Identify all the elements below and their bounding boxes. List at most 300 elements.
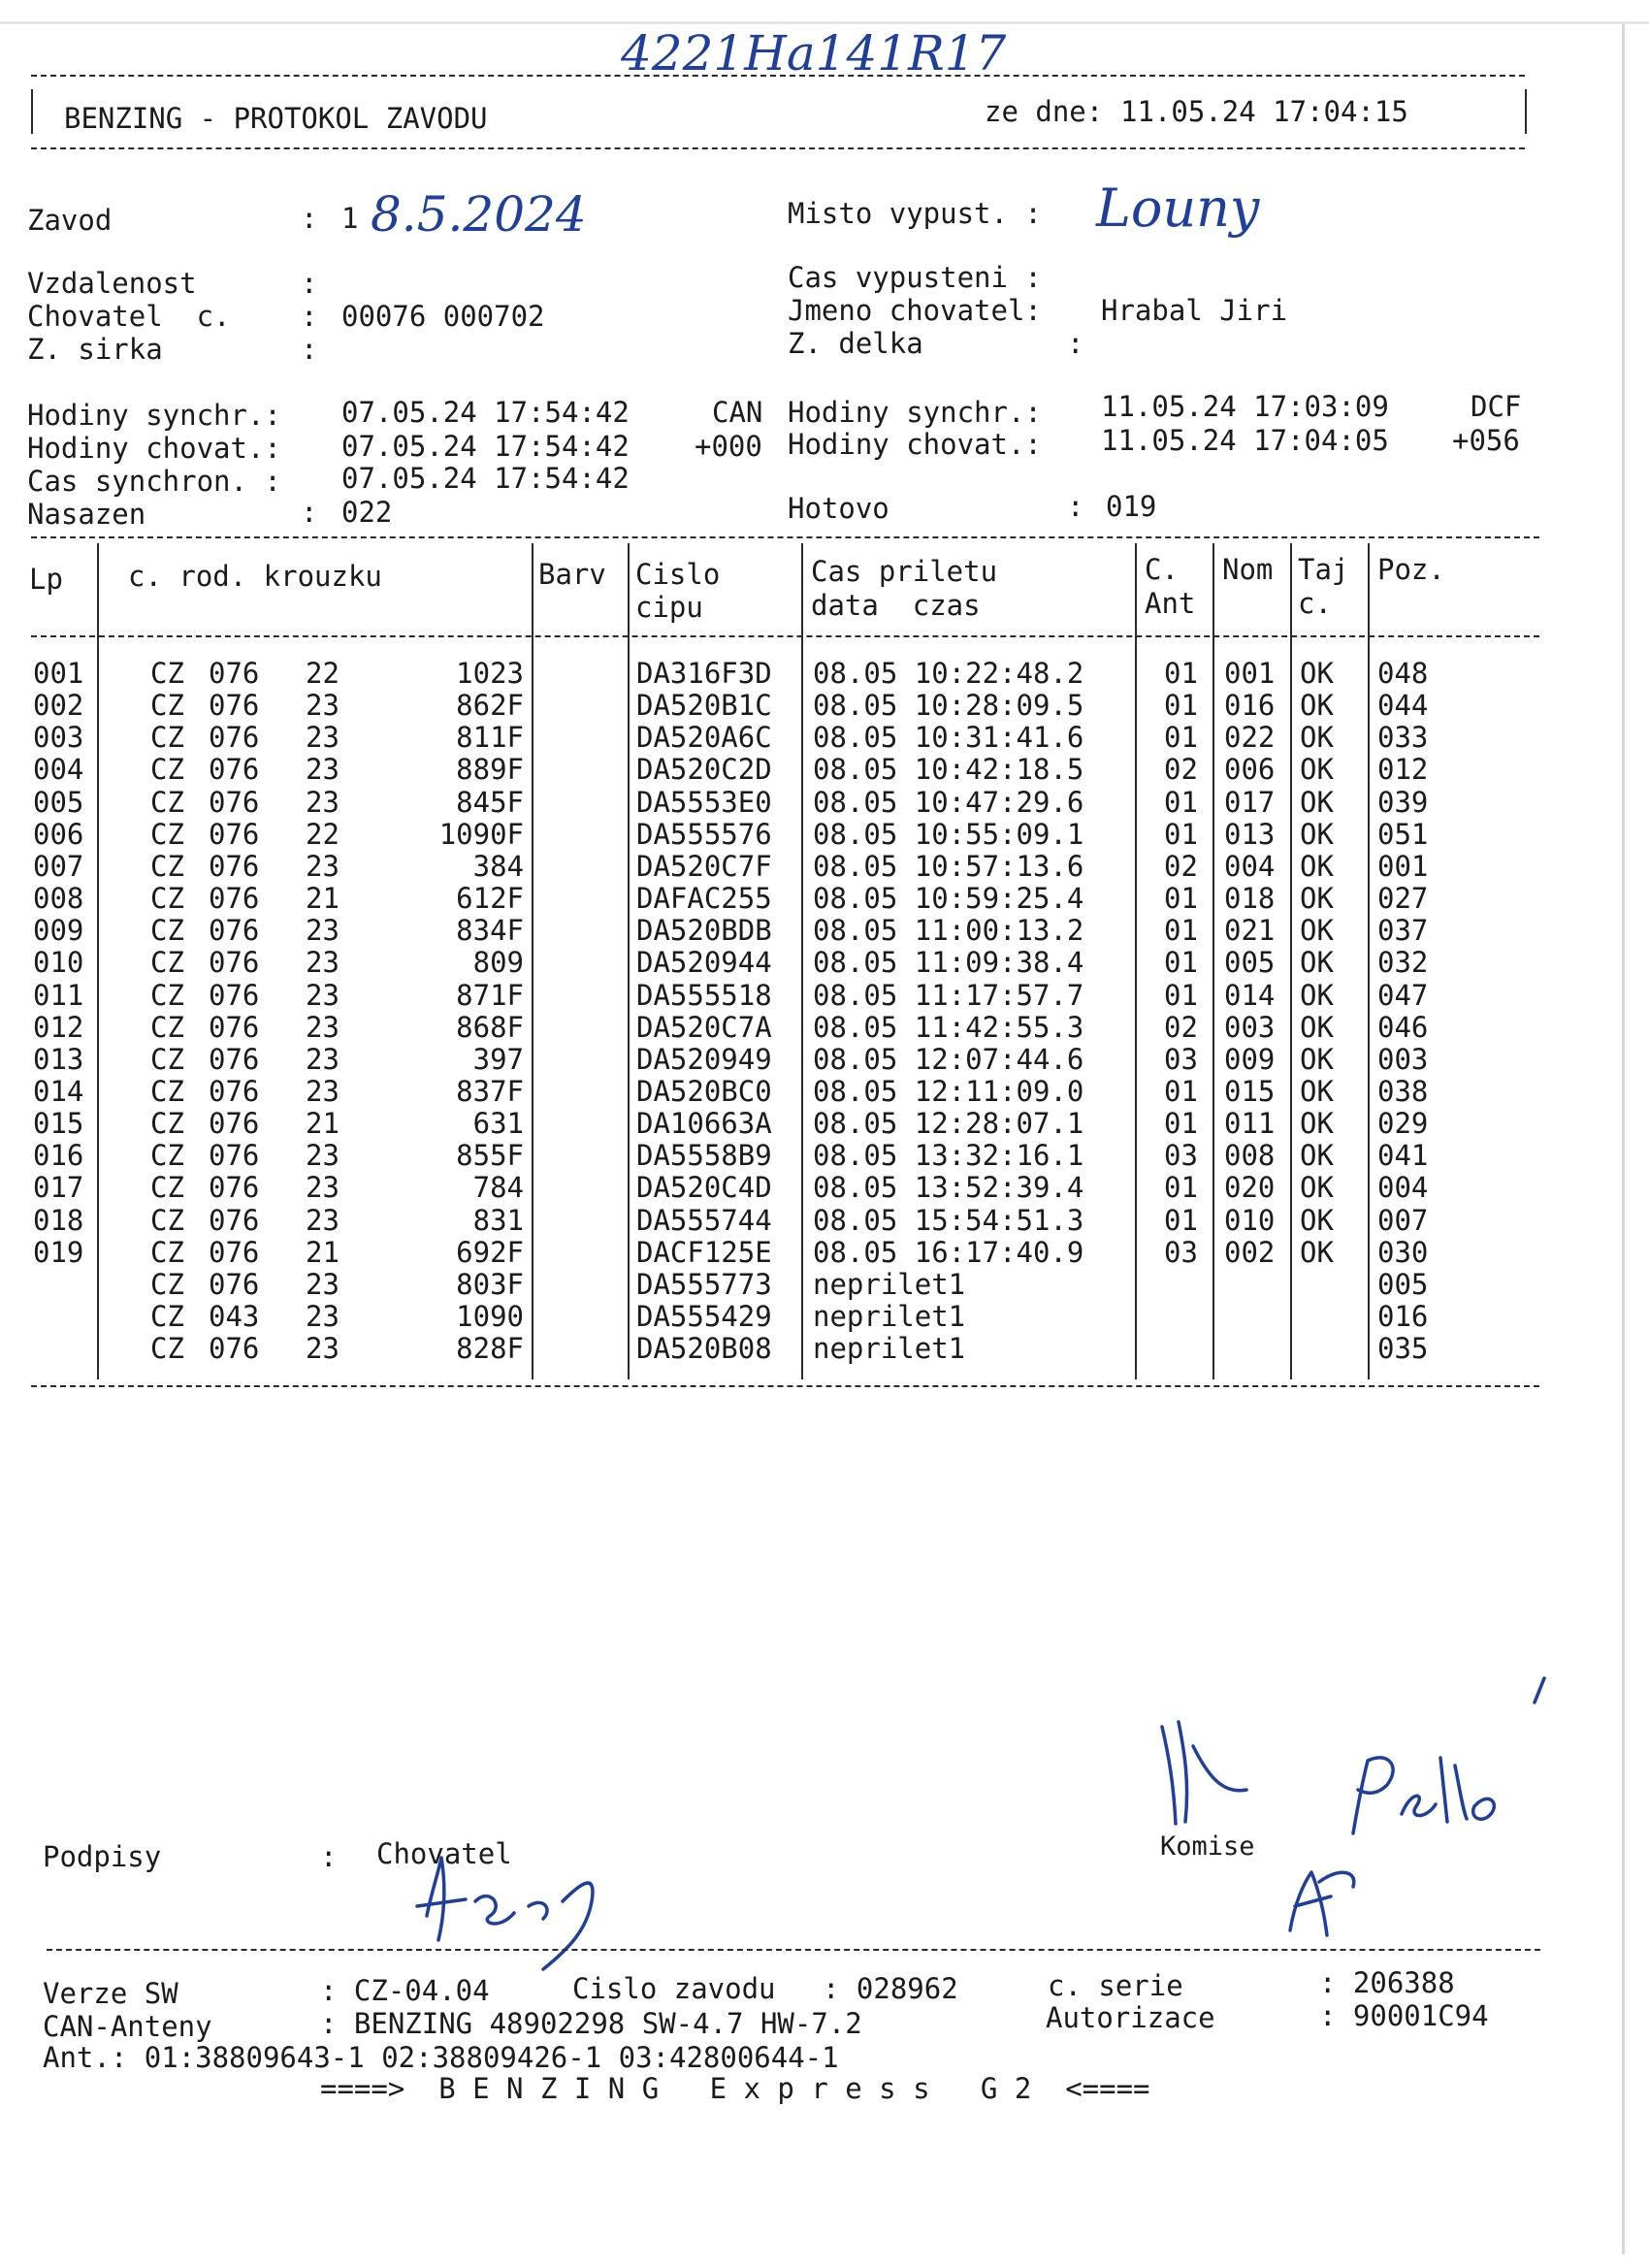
cell-nom: 006 bbox=[1224, 753, 1276, 787]
cell-time: 08.05 11:42:55.3 bbox=[813, 1010, 1084, 1044]
vzdalenost-label: Vzdalenost bbox=[27, 267, 197, 300]
cell-time: neprilet1 bbox=[813, 1267, 966, 1301]
cell-ant: 03 bbox=[1164, 1235, 1198, 1269]
cell-org: 076 bbox=[209, 849, 260, 883]
cell-poz: 037 bbox=[1377, 914, 1429, 948]
th-ant-c: C. bbox=[1145, 553, 1179, 586]
cell-nom: 004 bbox=[1224, 849, 1276, 883]
cell-cz: CZ bbox=[150, 721, 184, 755]
cell-org: 076 bbox=[209, 1107, 260, 1141]
cell-org: 076 bbox=[209, 1074, 260, 1108]
cell-time: 08.05 10:55:09.1 bbox=[813, 817, 1084, 851]
cell-chip: DA555773 bbox=[636, 1267, 772, 1301]
cell-ring: 828F bbox=[456, 1332, 524, 1366]
cell-yr: 23 bbox=[306, 1139, 340, 1173]
cell-time: 08.05 10:57:13.6 bbox=[813, 849, 1084, 883]
cell-chip: DA316F3D bbox=[636, 657, 772, 690]
table-top-rule bbox=[31, 536, 1539, 538]
can-anteny-label: CAN-Anteny bbox=[43, 2010, 212, 2043]
cell-org: 076 bbox=[209, 1332, 260, 1366]
col-divider-lp bbox=[97, 543, 99, 1379]
col-divider-ring bbox=[532, 543, 534, 1379]
cell-poz: 003 bbox=[1377, 1042, 1429, 1076]
cell-yr: 23 bbox=[306, 753, 340, 787]
cell-yr: 22 bbox=[306, 817, 340, 851]
col-divider-nom bbox=[1290, 543, 1292, 1379]
cell-nom: 011 bbox=[1224, 1107, 1276, 1141]
cell-org: 076 bbox=[209, 1042, 260, 1076]
cell-chip: DAFAC255 bbox=[636, 882, 772, 916]
cell-lp: 012 bbox=[33, 1010, 84, 1044]
cell-yr: 23 bbox=[306, 1010, 340, 1044]
cell-lp: 001 bbox=[33, 657, 84, 690]
cell-ring: 631 bbox=[472, 1107, 524, 1141]
paper-edge-right bbox=[1622, 23, 1625, 2254]
th-cas: Cas priletu bbox=[811, 555, 998, 588]
cell-yr: 23 bbox=[306, 1332, 340, 1366]
cell-poz: 035 bbox=[1377, 1332, 1429, 1366]
cell-ring: 862F bbox=[456, 689, 524, 723]
cell-taj: OK bbox=[1300, 657, 1334, 690]
cell-yr: 23 bbox=[306, 785, 340, 819]
cell-time: 08.05 13:52:39.4 bbox=[813, 1171, 1084, 1205]
cell-taj: OK bbox=[1300, 1107, 1334, 1141]
cell-taj: OK bbox=[1300, 1203, 1334, 1237]
cell-yr: 23 bbox=[306, 721, 340, 755]
cell-chip: DA555744 bbox=[636, 1203, 772, 1237]
cell-cz: CZ bbox=[150, 785, 184, 819]
cell-poz: 047 bbox=[1377, 978, 1429, 1012]
cell-poz: 033 bbox=[1377, 721, 1429, 755]
cell-chip: DA555576 bbox=[636, 817, 772, 851]
cell-poz: 038 bbox=[1377, 1074, 1429, 1108]
cell-org: 076 bbox=[209, 785, 260, 819]
misto-label: Misto vypust. : bbox=[788, 197, 1042, 230]
cell-ant: 01 bbox=[1164, 689, 1198, 723]
cell-ring: 384 bbox=[472, 849, 524, 883]
cell-poz: 027 bbox=[1377, 882, 1429, 916]
cell-chip: DA555518 bbox=[636, 978, 772, 1012]
offset-left: +000 bbox=[695, 430, 762, 463]
z-delka-label: Z. delka bbox=[788, 327, 923, 360]
nasazen-label: Nasazen bbox=[27, 498, 146, 531]
cell-cz: CZ bbox=[150, 1074, 184, 1108]
z-sirka-label: Z. sirka bbox=[27, 333, 163, 366]
cell-time: 08.05 10:31:41.6 bbox=[813, 721, 1084, 755]
cell-lp: 019 bbox=[33, 1235, 84, 1269]
cell-cz: CZ bbox=[150, 689, 184, 723]
vzdalenost-colon: : bbox=[301, 267, 318, 300]
cell-time: 08.05 15:54:51.3 bbox=[813, 1203, 1084, 1237]
cell-nom: 003 bbox=[1224, 1010, 1276, 1044]
cell-taj: OK bbox=[1300, 1171, 1334, 1205]
cell-chip: DACF125E bbox=[636, 1235, 772, 1269]
cell-taj: OK bbox=[1300, 753, 1334, 787]
hod-synchr-label-right: Hodiny synchr.: bbox=[788, 396, 1042, 429]
cell-chip: DA5553E0 bbox=[636, 785, 772, 819]
cell-cz: CZ bbox=[150, 978, 184, 1012]
hod-synchr-value: 07.05.24 17:54:42 bbox=[341, 396, 630, 429]
hotovo-colon: : bbox=[1067, 490, 1084, 523]
nasazen-value: 022 bbox=[341, 496, 393, 529]
z-sirka-colon: : bbox=[301, 333, 318, 366]
podpisy-colon: : bbox=[320, 1840, 338, 1873]
cell-poz: 030 bbox=[1377, 1235, 1429, 1269]
cell-nom: 014 bbox=[1224, 978, 1276, 1012]
cell-poz: 001 bbox=[1377, 849, 1429, 883]
cas-synchron-value: 07.05.24 17:54:42 bbox=[341, 462, 630, 495]
cell-poz: 032 bbox=[1377, 946, 1429, 980]
cell-ant: 03 bbox=[1164, 1042, 1198, 1076]
cell-taj: OK bbox=[1300, 914, 1334, 948]
cell-yr: 21 bbox=[306, 882, 340, 916]
cell-cz: CZ bbox=[150, 1107, 184, 1141]
cell-nom: 015 bbox=[1224, 1074, 1276, 1108]
cell-cz: CZ bbox=[150, 849, 184, 883]
cell-yr: 21 bbox=[306, 1107, 340, 1141]
z-delka-colon: : bbox=[1067, 327, 1084, 360]
cell-nom: 005 bbox=[1224, 946, 1276, 980]
cell-yr: 23 bbox=[306, 978, 340, 1012]
antenna-serials: Ant.: 01:38809643-1 02:38809426-1 03:42800644-1 bbox=[43, 2041, 839, 2074]
cell-ring: 803F bbox=[456, 1267, 524, 1301]
cell-chip: DA520C7A bbox=[636, 1010, 772, 1044]
cell-org: 076 bbox=[209, 946, 260, 980]
cell-org: 076 bbox=[209, 978, 260, 1012]
cell-org: 076 bbox=[209, 721, 260, 755]
cell-yr: 23 bbox=[306, 1203, 340, 1237]
cell-lp: 002 bbox=[33, 689, 84, 723]
table-bottom-rule bbox=[31, 1385, 1539, 1387]
cell-lp: 016 bbox=[33, 1139, 84, 1173]
cell-nom: 001 bbox=[1224, 657, 1276, 690]
cell-ant: 01 bbox=[1164, 1171, 1198, 1205]
hod-chovat-value: 07.05.24 17:54:42 bbox=[341, 430, 630, 463]
cell-time: 08.05 10:59:25.4 bbox=[813, 882, 1084, 916]
cell-taj: OK bbox=[1300, 689, 1334, 723]
cell-taj: OK bbox=[1300, 882, 1334, 916]
can-anteny-value: : BENZING 48902298 SW-4.7 HW-7.2 bbox=[320, 2007, 862, 2040]
cell-time: 08.05 12:07:44.6 bbox=[813, 1042, 1084, 1076]
can-label: CAN bbox=[712, 396, 763, 429]
cell-ring: 692F bbox=[456, 1235, 524, 1269]
cislo-zavodu-value: : 028962 bbox=[823, 1972, 958, 2005]
cell-lp: 009 bbox=[33, 914, 84, 948]
zavod-colon: : bbox=[301, 202, 318, 235]
cell-ring: 811F bbox=[456, 721, 524, 755]
cell-yr: 23 bbox=[306, 1074, 340, 1108]
cell-ant: 01 bbox=[1164, 817, 1198, 851]
cell-poz: 004 bbox=[1377, 1171, 1429, 1205]
cell-ring: 845F bbox=[456, 785, 524, 819]
cell-poz: 029 bbox=[1377, 1107, 1429, 1141]
cell-ring: 612F bbox=[456, 882, 524, 916]
cell-yr: 23 bbox=[306, 1042, 340, 1076]
cell-ant: 03 bbox=[1164, 1139, 1198, 1173]
cell-ring: 1090 bbox=[456, 1300, 524, 1333]
th-lp: Lp bbox=[29, 563, 63, 596]
cell-chip: DA520944 bbox=[636, 946, 772, 980]
jmeno-value: Hrabal Jiri bbox=[1101, 294, 1288, 327]
cell-cz: CZ bbox=[150, 1267, 184, 1301]
cell-org: 076 bbox=[209, 753, 260, 787]
cell-ant: 01 bbox=[1164, 882, 1198, 916]
jmeno-label: Jmeno chovatel: bbox=[788, 294, 1042, 327]
cell-nom: 020 bbox=[1224, 1171, 1276, 1205]
handwritten-date: 8.5.2024 bbox=[371, 186, 587, 243]
cell-ant: 01 bbox=[1164, 785, 1198, 819]
cell-ring: 809 bbox=[472, 946, 524, 980]
cell-nom: 018 bbox=[1224, 882, 1276, 916]
cell-time: 08.05 11:00:13.2 bbox=[813, 914, 1084, 948]
cell-org: 076 bbox=[209, 914, 260, 948]
cell-yr: 22 bbox=[306, 657, 340, 690]
cell-yr: 21 bbox=[306, 1235, 340, 1269]
hod-synchr-label: Hodiny synchr.: bbox=[27, 399, 281, 432]
cell-poz: 046 bbox=[1377, 1010, 1429, 1044]
cell-taj: OK bbox=[1300, 978, 1334, 1012]
cell-lp: 011 bbox=[33, 978, 84, 1012]
cell-nom: 016 bbox=[1224, 689, 1276, 723]
verze-value: : CZ-04.04 bbox=[320, 1974, 490, 2007]
cell-lp: 014 bbox=[33, 1074, 84, 1108]
cell-time: 08.05 12:28:07.1 bbox=[813, 1107, 1084, 1141]
cell-ant: 01 bbox=[1164, 978, 1198, 1012]
podpisy-label: Podpisy bbox=[43, 1840, 162, 1873]
cell-chip: DA520C7F bbox=[636, 849, 772, 883]
cell-lp: 017 bbox=[33, 1171, 84, 1205]
header-title: BENZING - PROTOKOL ZAVODU bbox=[64, 102, 488, 135]
cell-org: 076 bbox=[209, 1203, 260, 1237]
cell-lp: 005 bbox=[33, 785, 84, 819]
cell-yr: 23 bbox=[306, 1300, 340, 1333]
cell-ant: 02 bbox=[1164, 753, 1198, 787]
cell-yr: 23 bbox=[306, 1267, 340, 1301]
cell-taj: OK bbox=[1300, 721, 1334, 755]
cell-nom: 021 bbox=[1224, 914, 1276, 948]
cell-nom: 017 bbox=[1224, 785, 1276, 819]
cell-org: 076 bbox=[209, 1235, 260, 1269]
cell-taj: OK bbox=[1300, 1042, 1334, 1076]
cas-vypusteni-label: Cas vypusteni : bbox=[788, 261, 1042, 294]
cell-time: 08.05 11:09:38.4 bbox=[813, 946, 1084, 980]
header-top-rule bbox=[31, 75, 1525, 77]
cell-org: 076 bbox=[209, 817, 260, 851]
header-right-bar bbox=[1525, 89, 1527, 134]
cell-org: 043 bbox=[209, 1300, 260, 1333]
col-divider-taj bbox=[1368, 543, 1370, 1379]
autorizace-label: Autorizace bbox=[1046, 2001, 1215, 2034]
cell-poz: 041 bbox=[1377, 1139, 1429, 1173]
cell-ring: 837F bbox=[456, 1074, 524, 1108]
cell-ant: 02 bbox=[1164, 1010, 1198, 1044]
cell-poz: 039 bbox=[1377, 785, 1429, 819]
cell-ant: 02 bbox=[1164, 849, 1198, 883]
cell-taj: OK bbox=[1300, 1139, 1334, 1173]
cell-chip: DA520C2D bbox=[636, 753, 772, 787]
cell-poz: 051 bbox=[1377, 817, 1429, 851]
cell-lp: 003 bbox=[33, 721, 84, 755]
cell-ring: 397 bbox=[472, 1042, 524, 1076]
cell-chip: DA520BC0 bbox=[636, 1074, 772, 1108]
cell-time: 08.05 10:42:18.5 bbox=[813, 753, 1084, 787]
th-nom: Nom bbox=[1222, 553, 1274, 586]
cell-chip: DA520C4D bbox=[636, 1171, 772, 1205]
hotovo-value: 019 bbox=[1106, 490, 1157, 523]
cell-chip: DA5558B9 bbox=[636, 1139, 772, 1173]
cell-poz: 044 bbox=[1377, 689, 1429, 723]
th-barv: Barv bbox=[538, 558, 606, 591]
cell-poz: 005 bbox=[1377, 1267, 1429, 1301]
cell-lp: 007 bbox=[33, 849, 84, 883]
cell-time: 08.05 13:32:16.1 bbox=[813, 1139, 1084, 1173]
cell-ring: 889F bbox=[456, 753, 524, 787]
cell-chip: DA520B1C bbox=[636, 689, 772, 723]
cell-cz: CZ bbox=[150, 1042, 184, 1076]
cell-ant: 01 bbox=[1164, 1203, 1198, 1237]
cell-cz: CZ bbox=[150, 1300, 184, 1333]
th-cislo: Cislo bbox=[635, 558, 721, 591]
cell-chip: DA555429 bbox=[636, 1300, 772, 1333]
cell-poz: 012 bbox=[1377, 753, 1429, 787]
cell-lp: 006 bbox=[33, 817, 84, 851]
cell-org: 076 bbox=[209, 1171, 260, 1205]
cell-time: 08.05 11:17:57.7 bbox=[813, 978, 1084, 1012]
dcf-label: DCF bbox=[1471, 390, 1522, 423]
cell-taj: OK bbox=[1300, 1235, 1334, 1269]
cell-ring: 831 bbox=[472, 1203, 524, 1237]
cell-lp: 018 bbox=[33, 1203, 84, 1237]
zavod-value: 1 bbox=[341, 202, 359, 235]
serie-label: c. serie bbox=[1048, 1969, 1183, 2002]
cell-cz: CZ bbox=[150, 1139, 184, 1173]
cell-time: 08.05 10:28:09.5 bbox=[813, 689, 1084, 723]
verze-label: Verze SW bbox=[43, 1977, 178, 2010]
cell-ring: 855F bbox=[456, 1139, 524, 1173]
cell-nom: 010 bbox=[1224, 1203, 1276, 1237]
cell-taj: OK bbox=[1300, 946, 1334, 980]
cell-time: neprilet1 bbox=[813, 1300, 966, 1333]
cell-cz: CZ bbox=[150, 817, 184, 851]
cell-ring: 1023 bbox=[456, 657, 524, 690]
chovatel-c-value: 00076 000702 bbox=[341, 300, 545, 333]
cell-nom: 022 bbox=[1224, 721, 1276, 755]
cell-ring: 784 bbox=[472, 1171, 524, 1205]
zavod-label: Zavod bbox=[27, 204, 113, 237]
cell-time: 08.05 10:22:48.2 bbox=[813, 657, 1084, 690]
cell-nom: 008 bbox=[1224, 1139, 1276, 1173]
cell-cz: CZ bbox=[150, 882, 184, 916]
cell-taj: OK bbox=[1300, 817, 1334, 851]
cell-yr: 23 bbox=[306, 1171, 340, 1205]
cell-ring: 871F bbox=[456, 978, 524, 1012]
hod-chovat-label: Hodiny chovat.: bbox=[27, 432, 281, 465]
cell-ant: 01 bbox=[1164, 1107, 1198, 1141]
th-cipu: cipu bbox=[635, 591, 703, 624]
col-divider-barv bbox=[628, 543, 630, 1379]
cell-poz: 007 bbox=[1377, 1203, 1429, 1237]
cell-lp: 004 bbox=[33, 753, 84, 787]
cell-cz: CZ bbox=[150, 946, 184, 980]
cell-taj: OK bbox=[1300, 785, 1334, 819]
cell-chip: DA520BDB bbox=[636, 914, 772, 948]
cell-time: 08.05 10:47:29.6 bbox=[813, 785, 1084, 819]
serie-value: : 206388 bbox=[1319, 1966, 1455, 1999]
cell-chip: DA520949 bbox=[636, 1042, 772, 1076]
cell-ring: 1090F bbox=[438, 817, 524, 851]
cas-synchron-label: Cas synchron. : bbox=[27, 465, 281, 498]
cell-yr: 23 bbox=[306, 849, 340, 883]
chovatel-signature-label: Chovatel bbox=[376, 1837, 512, 1870]
header-bottom-rule bbox=[31, 147, 1525, 149]
cell-yr: 23 bbox=[306, 689, 340, 723]
cell-poz: 048 bbox=[1377, 657, 1429, 690]
cell-cz: CZ bbox=[150, 1203, 184, 1237]
cell-org: 076 bbox=[209, 689, 260, 723]
cell-lp: 010 bbox=[33, 946, 84, 980]
col-divider-ant bbox=[1212, 543, 1214, 1379]
cell-cz: CZ bbox=[150, 753, 184, 787]
cell-ant: 01 bbox=[1164, 1074, 1198, 1108]
cell-ring: 868F bbox=[456, 1010, 524, 1044]
cell-ring: 834F bbox=[456, 914, 524, 948]
cell-chip: DA520B08 bbox=[636, 1332, 772, 1366]
cell-org: 076 bbox=[209, 882, 260, 916]
cell-time: 08.05 16:17:40.9 bbox=[813, 1235, 1084, 1269]
cell-nom: 002 bbox=[1224, 1235, 1276, 1269]
cell-lp: 013 bbox=[33, 1042, 84, 1076]
cell-nom: 013 bbox=[1224, 817, 1276, 851]
cell-chip: DA10663A bbox=[636, 1107, 772, 1141]
cell-org: 076 bbox=[209, 1139, 260, 1173]
cell-ant: 01 bbox=[1164, 657, 1198, 690]
th-poz: Poz. bbox=[1377, 553, 1445, 586]
cell-ant: 01 bbox=[1164, 721, 1198, 755]
cell-taj: OK bbox=[1300, 1074, 1334, 1108]
cell-lp: 015 bbox=[33, 1107, 84, 1141]
header-date-label: ze dne: bbox=[985, 95, 1104, 128]
cell-org: 076 bbox=[209, 1010, 260, 1044]
chovatel-c-label: Chovatel c. bbox=[27, 300, 231, 333]
cell-taj: OK bbox=[1300, 849, 1334, 883]
th-data-czas: data czas bbox=[811, 589, 981, 622]
autorizace-value: : 90001C94 bbox=[1319, 1999, 1489, 2032]
handwritten-top-code: 4221Ha141R17 bbox=[621, 25, 1007, 81]
cell-org: 076 bbox=[209, 1267, 260, 1301]
komise-label: Komise bbox=[1160, 1831, 1255, 1862]
hod-chovat-label-right: Hodiny chovat.: bbox=[788, 428, 1042, 461]
cell-cz: CZ bbox=[150, 1010, 184, 1044]
cell-cz: CZ bbox=[150, 1332, 184, 1366]
cell-yr: 23 bbox=[306, 946, 340, 980]
handwritten-place: Louny bbox=[1096, 178, 1260, 239]
cell-poz: 016 bbox=[1377, 1300, 1429, 1333]
cell-org: 076 bbox=[209, 657, 260, 690]
cell-time: 08.05 12:11:09.0 bbox=[813, 1074, 1084, 1108]
cell-chip: DA520A6C bbox=[636, 721, 772, 755]
th-krouzek: c. rod. krouzku bbox=[128, 560, 382, 593]
cell-taj: OK bbox=[1300, 1010, 1334, 1044]
col-divider-time bbox=[1135, 543, 1137, 1379]
cell-ant: 01 bbox=[1164, 946, 1198, 980]
cell-nom: 009 bbox=[1224, 1042, 1276, 1076]
hod-chovat-value-right: 11.05.24 17:04:05 bbox=[1101, 424, 1389, 457]
th-taj: Taj bbox=[1298, 553, 1349, 586]
th-ant: Ant bbox=[1145, 587, 1196, 620]
hotovo-label: Hotovo bbox=[788, 492, 889, 525]
cell-time: neprilet1 bbox=[813, 1332, 966, 1366]
cell-cz: CZ bbox=[150, 1235, 184, 1269]
